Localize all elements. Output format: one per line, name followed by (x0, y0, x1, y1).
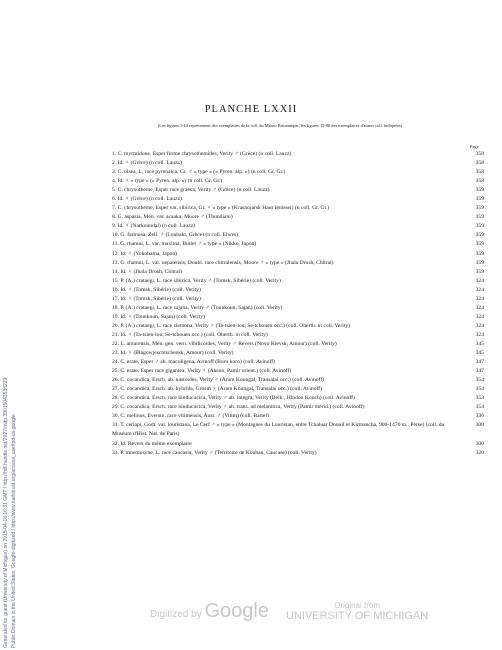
entry-text: 2. Id. ♀ (Grèce) (n coll. Lauzz) (112, 160, 182, 167)
entry-page: 320 (475, 449, 484, 456)
original-from-label: Original from (334, 601, 380, 610)
entry-row (112, 349, 484, 358)
entry-page: 347 (475, 368, 484, 375)
entry-row (112, 259, 484, 268)
entry-text: 26. C. cocandica, Ersch. ab. nastoides, Verity ♂ (Aram Koungal, Transalaï occ.) (coll. Avinoff) (112, 377, 325, 384)
sidebar-line-1: Generated for guest (University of Michigan) on 2015-04-18 16:31 GMT / http://hdl.handle.net/2027/mdp.39015043536229 (3, 377, 9, 648)
entry-row (112, 240, 484, 249)
entry-text: 13. G. rhamni, L. var. nepalensis, Doubl. race chitralensis, Moore ♂ « type » (Jhala Drosh, Chitral) (112, 259, 334, 266)
sidebar-provenance (2, 360, 32, 650)
entry-text: 12. Id. ♀ (Yokohama, Japon) (112, 250, 177, 257)
entry-row (112, 367, 484, 376)
entry-row (112, 222, 484, 231)
entry-row (112, 159, 484, 168)
sidebar-line-2: Public Domain in the United States, Google-digitized / http://www.hathitrust.org/access_use#pd-us-google (11, 414, 17, 648)
entry-row (112, 412, 484, 421)
entry-text: 21. Id. ♀ (Ta-tsien-lou, Se-tchouen occ.) (coll. Oberth. in coll. Verity) (112, 331, 268, 338)
entry-page: 347 (475, 359, 484, 366)
entry-text: 7. C. chrysotheme, Esper var. sibirica, Gr. ♀ « type » (Krasnojarsk Haut Iénissei) (n coll. Gr. Gr.) (112, 205, 330, 212)
entry-text: 5. C. chrysotheme, Esper race graeca, Verity ♂ (Grèce) (n coll. Lauzz) (112, 187, 270, 194)
entry-row (112, 268, 484, 277)
entry-text: 32. Id. Revers du même exemplaire (112, 440, 192, 447)
entry-text: 17. Id. ♀ (Tomsk, Sibérie) (coll. Verity) (112, 295, 201, 302)
entry-page: 354 (475, 404, 484, 411)
entry-text: 6. Id. ♀ (Grèce) (n coll. Lauzz) (112, 196, 182, 203)
google-logo: Google (204, 600, 269, 622)
entry-row (112, 150, 484, 159)
entry-row (112, 286, 484, 295)
entry-text: 8. G. aspasia, Mén. var. acaaka, Moore ♂ (Thundiani) (112, 214, 233, 221)
entry-page: 358 (475, 151, 484, 157)
page-title: PLANCHE LXXII (204, 104, 298, 115)
entry-page: 324 (475, 286, 484, 293)
entry-text: 16. Id. ♀ (Tomsk, Sibérie) (coll. Verity) (112, 286, 201, 293)
entry-page: 359 (475, 232, 484, 239)
entry-text: 24. C. erate, Esper ♂ ab. maculigena, Avinoff (Boro koro) (coll. Avinoff) (112, 359, 276, 366)
entry-row (112, 231, 484, 240)
entry-row (112, 168, 484, 177)
entry-page: 358 (475, 169, 484, 176)
entry-row (112, 322, 484, 331)
entry-row (112, 177, 484, 186)
entry-page: 345 (475, 340, 484, 347)
entry-page: 353 (475, 395, 484, 402)
entry-page: 354 (475, 386, 484, 393)
entry-page: 359 (475, 250, 484, 257)
entry-text: 11. G. rhamni, L. var. maxima, Butler ♂ « type » (Nikko, Japon) (112, 241, 257, 248)
entry-page: 358 (475, 160, 484, 167)
entry-row (112, 295, 484, 304)
entry-row (112, 331, 484, 340)
entry-text: 4. Id. ♀ « type » (« Pyren. alp. ») (n coll. Gr. Gr.) (112, 178, 223, 185)
entry-text: 33. P. mnemosyne, L. race caucasia, Verity ♂ (Territoire de Kouban, Caucase) (coll. Verity) (112, 449, 317, 456)
entry-row (112, 385, 484, 394)
page-subtitle: (Les figures 1-14 représentent des exemplaires de la coll. du Museo Britannique, les figures 15-80 des exemplaires d'autres coll. indiquées) (157, 123, 403, 128)
entry-text: 9. Id. ♀ (Narkoundal) (n coll. Lauzz) (112, 223, 195, 230)
entry-text: 30. C. melinos, Eversm. race vitimensis, Aust. ♂ (Vitim) (coll. Bartel) (112, 413, 269, 420)
entry-row (112, 340, 484, 349)
entry-page: 324 (475, 322, 484, 329)
entry-page: 324 (475, 277, 484, 284)
entry-text: 3. C. olsea, L. race pyrenaica, Gr. ♂ « type » (« Pyren. alp. ») (n coll. Gr. Gr.) (112, 169, 286, 176)
entry-text: 28. C. cocandica, Ersch. race hinducucica, Verity ♂ ab. integra, Verity (Belk., Hindou Kouch) (coll. Avinoff) (112, 395, 355, 402)
entry-row (112, 394, 484, 403)
entry-row (112, 213, 484, 222)
entry-page: 359 (475, 187, 484, 194)
entry-page: 359 (475, 268, 484, 275)
entry-page: 324 (475, 331, 484, 338)
entry-row (112, 186, 484, 195)
entry-page: 300 (475, 440, 484, 447)
entry-page: 324 (475, 295, 484, 302)
entry-row (112, 376, 484, 385)
entry-row (112, 449, 484, 458)
entry-page: 324 (475, 313, 484, 320)
entry-page: 359 (475, 196, 484, 203)
entry-row (112, 358, 484, 367)
university-label: UNIVERSITY OF MICHIGAN (286, 610, 429, 622)
entry-row (112, 250, 484, 259)
entry-text: 29. C. cocandica, Ersch. race hinducucica, Verity ♂ ab. trans. ad melanitica, Verity (Pamir mérid.) (coll. Avinoff) (112, 404, 365, 411)
entry-text: 19. Id. ♀ (Tounkoun, Sajan) (coll. Verity) (112, 313, 205, 320)
entry-page: 324 (475, 304, 484, 311)
entry-page: 359 (475, 214, 484, 221)
entry-page: 354 (475, 377, 484, 384)
entry-page: 300 (475, 422, 484, 429)
entry-text: 22. L. amurensis, Mén. gen. vern. vibilicoides, Verity ♂ Revers (Novo Kievsk, Amour) (coll. Verity) (112, 340, 337, 347)
entry-page: 345 (475, 350, 484, 357)
entry-row (112, 204, 484, 213)
entry-list (112, 150, 484, 458)
entry-page: 358 (475, 178, 484, 185)
digitized-by-label: Digitized by (150, 609, 202, 620)
entry-page: 359 (475, 259, 484, 266)
entry-text: 31. T. ceriapi, Godt. var. louristana, Le Cerf ♂ « type » (Montagnes du Louristan, entre Tchaluar Doouil et Kirmancha, 900-1470 m., Perse) (coll. du Muséum d'Hist. Nat. de Paris) (112, 422, 445, 438)
entry-text: 20. P. (A.) crataegi, L. race siemona, Verity ♂ (Ta-tsien-lou, Se-tchouen occ.) (coll. Oberth. in coll. Verity) (112, 322, 350, 329)
entry-row (112, 195, 484, 204)
entry-page: 359 (475, 205, 484, 212)
entry-row (112, 313, 484, 322)
entry-page: 336 (475, 413, 484, 420)
entry-text: 10. G. farinosa, Zell. ♂ (Louhakt, Grèce) (n coll. Elwes) (112, 232, 239, 239)
entry-text: 23. Id. ♀ (Blagowjeschtschensk, Amour) (coll. Verity) (112, 350, 234, 357)
entry-row (112, 277, 484, 286)
entry-row (112, 403, 484, 412)
entry-text: 18. P. (A.) crataegi, L. race sajana, Verity ♂ (Tounkoun, Sajan) (coll. Verity) (112, 304, 283, 311)
entry-row (112, 421, 484, 439)
digitized-by-google (150, 600, 269, 623)
entry-text: 25. C. erate, Esper race gigantea, Verity ♀ (Akson, Pamir orient.) (coll. Avinoff) (112, 368, 292, 375)
original-from (286, 600, 428, 622)
entry-page: 359 (475, 223, 484, 230)
entry-text: 14. Id. ♀ (Jhala Drosh, Chitral) (112, 268, 183, 275)
page-column-label: Page (470, 144, 479, 149)
entry-row (112, 304, 484, 313)
entry-row (112, 440, 484, 449)
entry-page: 359 (475, 241, 484, 248)
entry-text: 1. C. myrmidone, Esper forme chrysothemides, Verity ♂ (Grèce) (n coll. Lauzz) (112, 151, 292, 157)
entry-text: 15. P. (A.) crataegi, L. race sibirica, Verity ♂ (Tomsk, Sibérie) (coll. Verity) (112, 277, 281, 284)
entry-text: 27. C. cocandica, Ersch. ab. hybrida, Grosm ♀ (Aram Koungal, Transalaï occ.) (coll. Avinoff) (112, 386, 322, 393)
